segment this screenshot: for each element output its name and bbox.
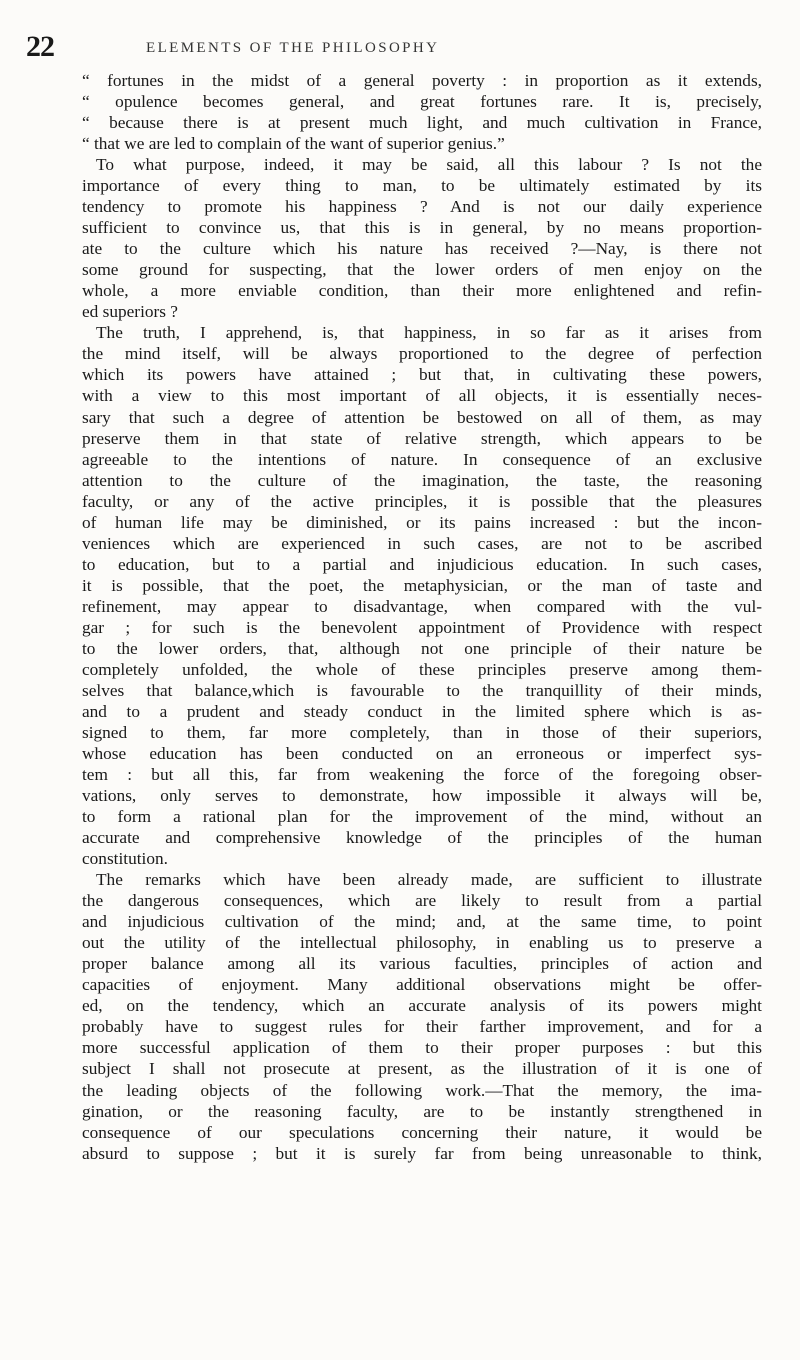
text-line: and to a prudent and steady conduct in the limited sphere which is as-: [82, 701, 762, 721]
text-line: tendency to promote his happiness ? And is not our daily experience: [82, 197, 762, 217]
text-line: faculty, or any of the active principles, it is possible that the pleasures: [82, 491, 762, 511]
text-line: gination, or the reasoning faculty, are to be instantly strengthened in: [82, 1101, 762, 1121]
text-line: importance of every thing to man, to be ultimately estimated by its: [82, 176, 762, 196]
text-line: signed to them, far more completely, than in those of their superiors,: [82, 722, 762, 742]
text-line: preserve them in that state of relative strength, which appears to be: [82, 428, 762, 448]
text-line: attention to the culture of the imagination, the taste, the reasoning: [82, 470, 762, 490]
text-line: To what purpose, indeed, it may be said, all this labour ? Is not the: [96, 155, 762, 175]
text-line: constitution.: [82, 849, 168, 869]
text-line: sufficient to convince us, that this is in general, by no means proportion-: [82, 218, 762, 238]
text-line: tem : but all this, far from weakening the force of the foregoing obser-: [82, 765, 762, 785]
running-head: [26, 30, 760, 64]
text-line: whole, a more enviable condition, than their more enlightened and refin-: [82, 281, 762, 301]
text-line: “ that we are led to complain of the want of superior genius.”: [82, 134, 505, 154]
text-line: vations, only serves to demonstrate, how impossible it always will be,: [82, 786, 762, 806]
text-line: ate to the culture which his nature has received ?—Nay, is there not: [82, 239, 762, 259]
text-line: The remarks which have been already made, are sufficient to illustrate: [96, 870, 762, 890]
text-line: selves that balance,which is favourable to the tranquillity of their minds,: [82, 680, 762, 700]
body-text: [82, 70, 762, 1164]
text-line: out the utility of the intellectual philosophy, in enabling us to preserve a: [82, 933, 762, 953]
text-line: agreeable to the intentions of nature. In consequence of an exclusive: [82, 449, 762, 469]
text-line: of human life may be diminished, or its pains increased : but the incon-: [82, 512, 762, 532]
text-line: ed superiors ?: [82, 302, 178, 322]
text-line: gar ; for such is the benevolent appointment of Providence with respect: [82, 617, 762, 637]
text-line: whose education has been conducted on an erroneous or imperfect sys-: [82, 744, 762, 763]
text-line: refinement, may appear to disadvantage, when compared with the vul-: [82, 596, 762, 616]
text-line: probably have to suggest rules for their farther improvement, and for a: [82, 1017, 762, 1037]
text-line: the dangerous consequences, which are likely to result from a partial: [82, 891, 762, 911]
text-line: the leading objects of the following work.—That the memory, the ima-: [82, 1080, 762, 1100]
text-line: “ fortunes in the midst of a general poverty : in proportion as it extends,: [82, 71, 762, 90]
text-line: sary that such a degree of attention be bestowed on all of them, as may: [82, 407, 762, 427]
text-line: it is possible, that the poet, the metaphysician, or the man of taste and: [82, 575, 762, 595]
text-line: more successful application of them to their proper purposes : but this: [82, 1038, 762, 1058]
text-line: The truth, I apprehend, is, that happiness, in so far as it arises from: [96, 323, 762, 343]
text-line: completely unfolded, the whole of these principles preserve among them-: [82, 659, 762, 679]
text-line: to the lower orders, that, although not one principle of their nature be: [82, 638, 762, 658]
text-line: the mind itself, will be always proportioned to the degree of perfection: [82, 344, 762, 364]
text-line: proper balance among all its various faculties, principles of action and: [82, 954, 762, 974]
text-line: accurate and comprehensive knowledge of the principles of the human: [82, 828, 762, 848]
text-line: some ground for suspecting, that the lower orders of men enjoy on the: [82, 260, 762, 280]
text-line: ed, on the tendency, which an accurate analysis of its powers might: [82, 996, 762, 1016]
text-line: absurd to suppose ; but it is surely far from being unreasonable to think,: [82, 1143, 762, 1163]
text-line: with a view to this most important of all objects, it is essentially neces-: [82, 386, 762, 406]
text-line: and injudicious cultivation of the mind; and, at the same time, to point: [82, 912, 762, 932]
running-title: ELEMENTS OF THE PHILOSOPHY: [146, 40, 440, 56]
text-line: which its powers have attained ; but that, in cultivating these powers,: [82, 365, 762, 385]
text-line: “ because there is at present much light, and much cultivation in France,: [82, 113, 762, 133]
text-line: consequence of our speculations concerning their nature, it would be: [82, 1122, 762, 1142]
page-number: 22: [26, 30, 54, 63]
text-line: capacities of enjoyment. Many additional observations might be offer-: [82, 975, 762, 995]
text-line: subject I shall not prosecute at present, as the illustration of it is one of: [82, 1059, 762, 1079]
text-line: to education, but to a partial and injudicious education. In such cases,: [82, 554, 762, 574]
text-line: veniences which are experienced in such cases, are not to be ascribed: [82, 533, 762, 553]
text-line: to form a rational plan for the improvement of the mind, without an: [82, 807, 762, 827]
text-line: “ opulence becomes general, and great fortunes rare. It is, precisely,: [82, 92, 762, 112]
